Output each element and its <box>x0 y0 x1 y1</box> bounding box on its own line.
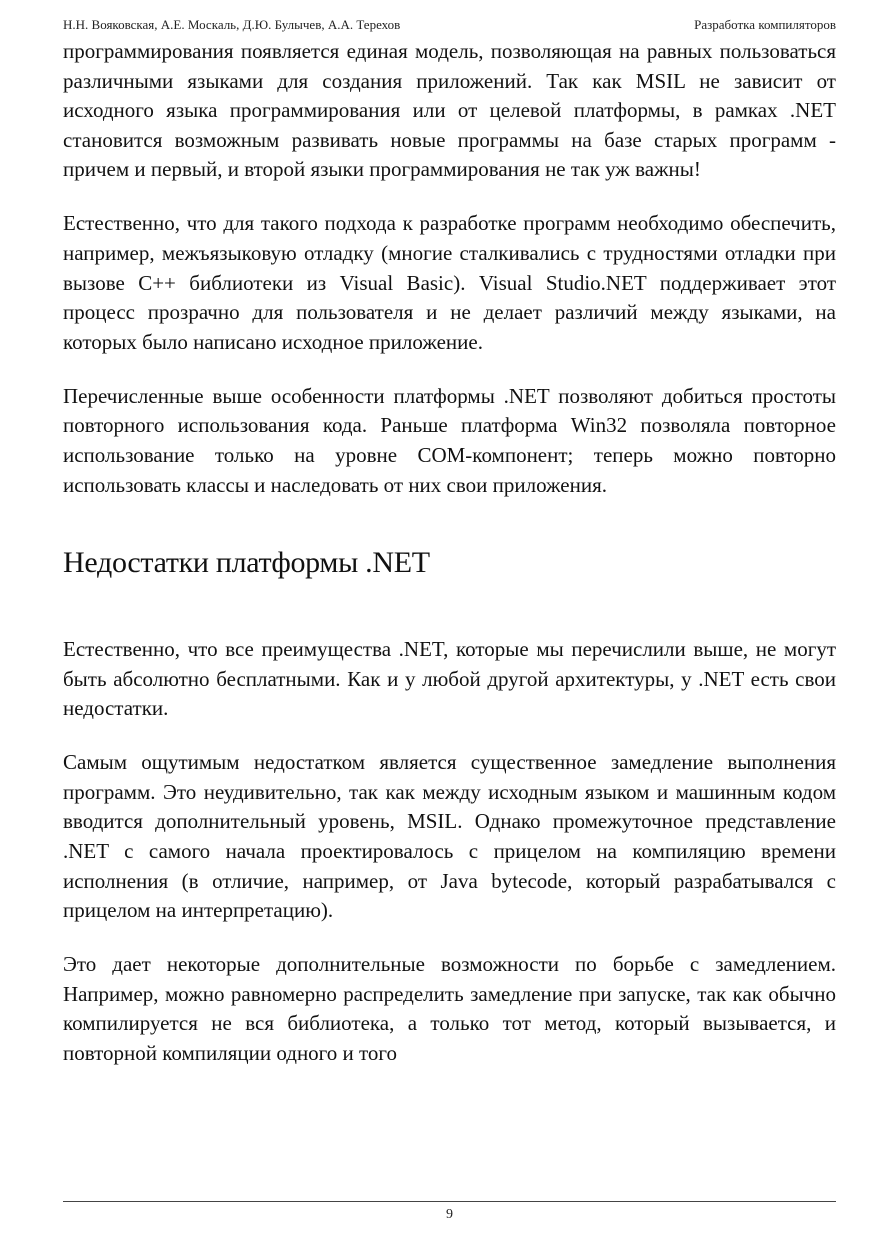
header-book-title: Разработка компиляторов <box>694 17 836 32</box>
footer-divider <box>63 1201 836 1202</box>
paragraph: программирования появляется единая модель, позволяющая на равных пользоваться различными языками для создания приложений. Так как MSIL не зависит от исходного языка программирования или от целевой платформы, в рамках .NET становится возможным развивать новые программы на базе старых программ - причем и первый, и второй языки программирования не так уж важны! <box>63 39 836 182</box>
header-authors: Н.Н. Вояковская, А.Е. Москаль, Д.Ю. Булычев, А.А. Терехов <box>63 17 401 32</box>
paragraph: Перечисленные выше особенности платформы .NET позволяют добиться простоты повторного использования кода. Раньше платформа Win32 позволяла повторное использование только на уровне COM-компонент; теперь можно повторно использовать классы и наследовать от них свои приложения. <box>63 383 836 497</box>
page-number: 9 <box>446 1207 453 1222</box>
paragraph: Естественно, что все преимущества .NET, которые мы перечислили выше, не могут быть абсолютно бесплатными. Как и у любой другой архитектуры, у .NET есть свои недостатки. <box>63 637 836 721</box>
paragraph: Это дает некоторые дополнительные возможности по борьбе с замедлением. Например, можно равномерно распределить замедление при запуске, так как обычно компилируется не вся библиотека, а только тот метод, который вызывается, и повторной компиляции одного и того <box>63 952 836 1065</box>
paragraph: Естественно, что для такого подхода к разработке программ необходимо обеспечить, например, межъязыковую отладку (многие сталкивались с трудностями отладки при вызове C++ библиотеки из Visual Basic). Visual Studio.NET поддерживает этот процесс прозрачно для пользователя и не делает различий между языками, на которых было написано исходное приложение. <box>63 211 836 354</box>
document-page <box>63 0 836 1241</box>
paragraph: Самым ощутимым недостатком является существенное замедление выполнения программ. Это неудивительно, так как между исходным языком и машинным кодом вводится дополнительный уровень, MSIL. Однако промежуточное представление .NET с самого начала проектировалось с прицелом на компиляцию времени исполнения (в отличие, например, от Java bytecode, который разрабатывался с прицелом на интерпретацию). <box>63 750 836 923</box>
body-text <box>63 37 836 1069</box>
section-heading: Недостатки платформы .NET <box>63 546 430 580</box>
running-header <box>63 16 836 34</box>
